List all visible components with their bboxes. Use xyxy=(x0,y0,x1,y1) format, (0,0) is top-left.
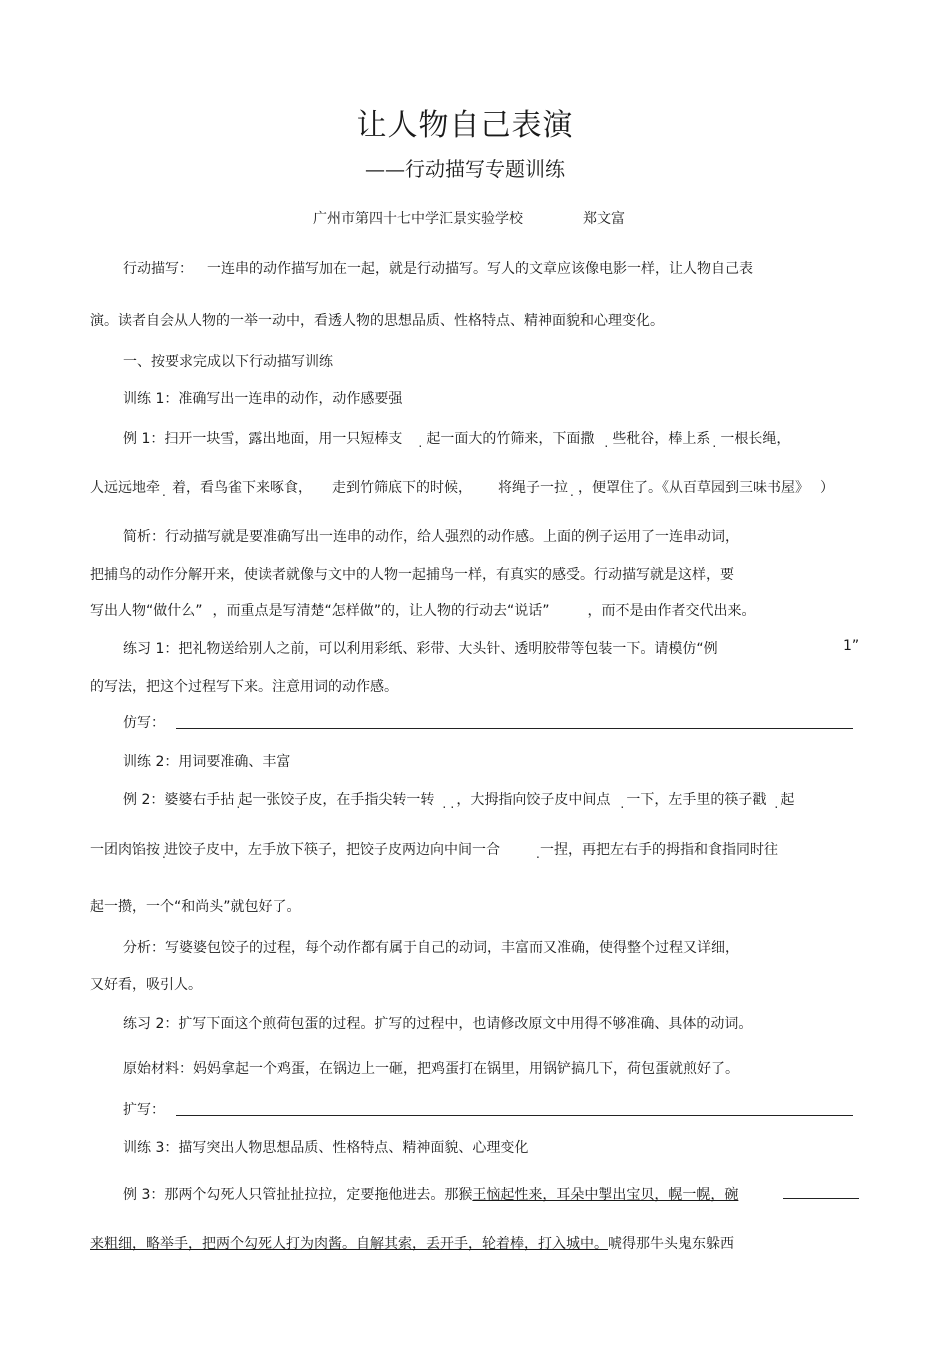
practice-1-number: 1” xyxy=(843,638,860,654)
original-material: 原始材料：妈妈拿起一个鸡蛋，在锅边上一砸，把鸡蛋打在锅里，用锅铲搞几下，荷包蛋就煎好了。 xyxy=(123,1061,739,1077)
example-3-underlined-2: 来粗细，略举手，把两个勾死人打为肉酱。自解其索，丢开手，轮着棒，打入城中。 xyxy=(90,1236,608,1252)
analysis-1-line-2: 把捕鸟的动作分解开来，使读者就像与文中的人物一起捕鸟一样，有真实的感受。行动描写就是这样，要 xyxy=(90,567,734,583)
example-1-label: 例 1： xyxy=(123,431,165,447)
example-2-line-3: 起一攒，一个“和尚头”就包好了。 xyxy=(90,899,301,915)
example-3-underline-extension xyxy=(783,1198,859,1199)
author-name: 郑文富 xyxy=(583,211,625,227)
intro-label: 行动描写： xyxy=(123,261,193,277)
analysis-2-line-1: 分析：写婆婆包饺子的过程，每个动作都有属于自己的动词，丰富而又准确，使得整个过程又详细， xyxy=(123,940,739,956)
example-3-line-2: 来粗细，略举手，把两个勾死人打为肉酱。自解其索，丢开手，轮着棒，打入城中。唬得那牛头鬼东躲西 xyxy=(90,1236,734,1252)
expand-answer-line[interactable] xyxy=(176,1115,853,1116)
analysis-1-line-3: 写出人物“做什么” ，而重点是写清楚“怎样做”的，让人物的行动去“说话” ，而不是由作者交代出来。 xyxy=(90,603,756,619)
training-2-heading: 训练 2：用词要准确、丰富 xyxy=(123,754,291,770)
imitate-answer-line[interactable] xyxy=(176,728,853,729)
analysis-2-line-2: 又好看，吸引人。 xyxy=(90,977,202,993)
page-title: 让人物自己表演 xyxy=(356,108,574,143)
example-2-label: 例 2： xyxy=(123,792,165,808)
practice-2: 练习 2：扩写下面这个煎荷包蛋的过程。扩写的过程中，也请修改原文中用得不够准确、具体的动词。 xyxy=(123,1016,753,1032)
school-name: 广州市第四十七中学汇景实验学校 xyxy=(313,211,523,227)
analysis-1-line-1: 简析：行动描写就是要准确写出一连串的动作，给人强烈的动作感。上面的例子运用了一连串动词， xyxy=(123,529,739,545)
intro-line-1: 一连串的动作描写加在一起，就是行动描写。写人的文章应该像电影一样，让人物自己表 xyxy=(207,261,753,277)
example-1-line-1: 例 1：扫开一块雪，露出地面，用一只短棒支 起一面大的竹筛来，下面撒 些秕谷，棒上系 一根长绳， xyxy=(123,431,791,447)
example-3-underlined-1: 王恼起性来，耳朵中掣出宝贝，幌一幌，碗 xyxy=(472,1187,739,1203)
example-3-line-1: 例 3：那两个勾死人只管扯扯拉拉，定要拖他进去。那猴王恼起性来，耳朵中掣出宝贝，幌一幌，碗 xyxy=(123,1187,739,1203)
example-3-label: 例 3： xyxy=(123,1187,165,1203)
example-1-line-2: 人远远地牵 着，看鸟雀下来啄食， 走到竹筛底下的时候， 将绳子一拉 ，便罩住了。《从百草园到三味书屋》 ） xyxy=(90,480,834,496)
intro-line-2: 演。读者自会从人物的一举一动中，看透人物的思想品质、性格特点、精神面貌和心理变化。 xyxy=(90,313,664,329)
training-1-heading: 训练 1：准确写出一连串的动作，动作感要强 xyxy=(123,391,403,407)
training-3-heading: 训练 3：描写突出人物思想品质、性格特点、精神面貌、心理变化 xyxy=(123,1140,529,1156)
practice-1-line-1: 练习 1：把礼物送给别人之前，可以利用彩纸、彩带、大头针、透明胶带等包装一下。请模仿“例 xyxy=(123,641,718,657)
example-2-line-2: 一团肉馅按 进饺子皮中，左手放下筷子，把饺子皮两边向中间一合 一捏，再把左右手的拇指和食指同时往 xyxy=(90,842,778,858)
imitate-label: 仿写： xyxy=(123,715,165,731)
practice-1-line-2: 的写法，把这个过程写下来。注意用词的动作感。 xyxy=(90,679,398,695)
expand-label: 扩写： xyxy=(123,1102,165,1118)
example-2-line-1: 例 2：婆婆右手拈 起一张饺子皮，在手指尖转一转 ，大拇指向饺子皮中间点 一下，左手里的筷子戳 起 xyxy=(123,792,795,808)
page-subtitle: ——行动描写专题训练 xyxy=(365,157,565,181)
section-heading: 一、按要求完成以下行动描写训练 xyxy=(123,354,333,370)
